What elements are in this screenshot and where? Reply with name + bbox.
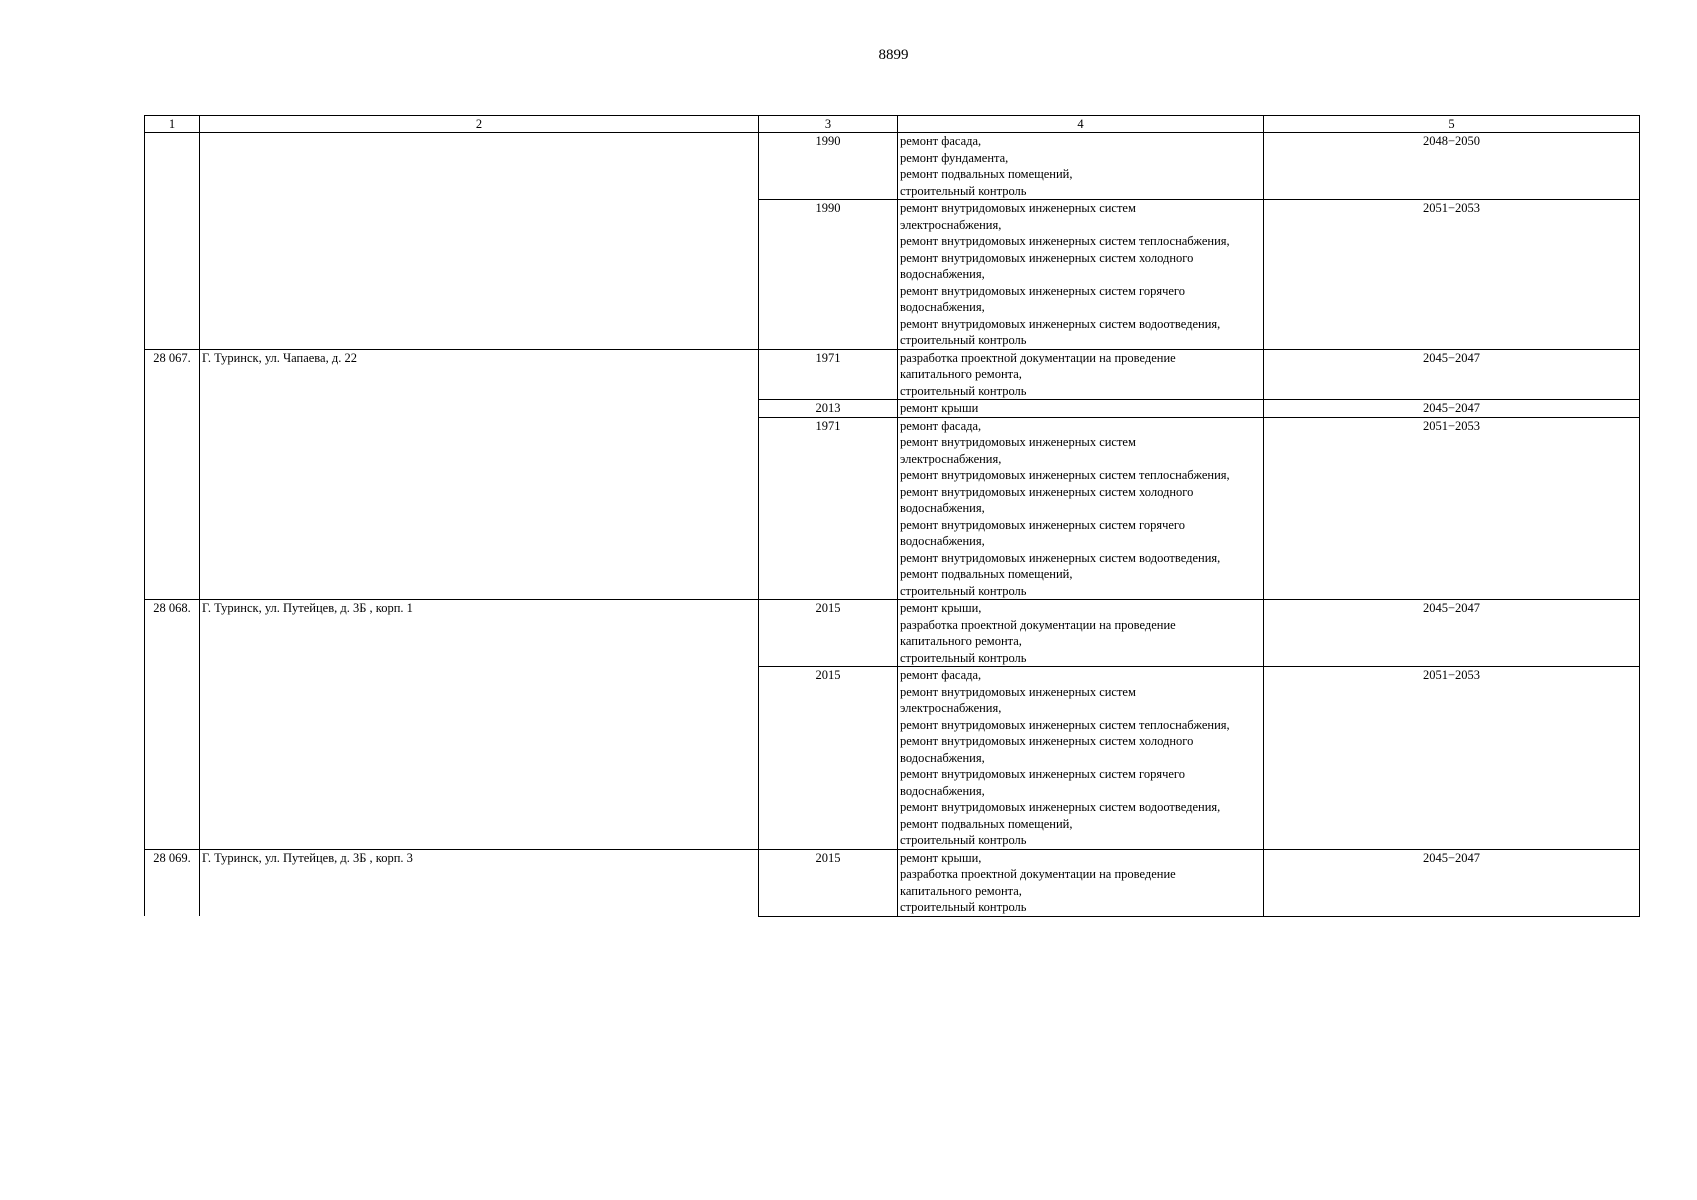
work-item: ремонт фундамента, [900,150,1009,165]
work-item: ремонт внутридомовых инженерных систем горячего [900,517,1185,532]
works-cell [898,849,1264,916]
work-item: строительный контроль [900,650,1027,665]
period-cell: 2051−2053 [1264,417,1640,600]
work-item: ремонт внутридомовых инженерных систем теплоснабжения, [900,717,1230,732]
table-row [145,849,1640,916]
work-item: строительный контроль [900,583,1027,598]
period-cell: 2045−2047 [1264,400,1640,418]
work-item: капитального ремонта, [900,367,1022,381]
year-cell: 1971 [759,417,898,600]
work-item: ремонт фасада, [900,134,982,148]
work-item: ремонт подвальных помещений, [900,167,1073,181]
header-col-3: 3 [759,116,898,133]
work-item: водоснабжения, [900,534,985,548]
work-item: ремонт внутридомовых инженерных систем горячего [900,767,1185,781]
row-number-cell: 28 068. [145,600,200,850]
row-number-cell: 28 067. [145,349,200,600]
work-item: ремонт крыши, [900,601,982,615]
header-col-5: 5 [1264,116,1640,133]
year-cell: 2015 [759,600,898,667]
work-item: разработка проектной документации на проведение [900,867,1176,881]
period-cell: 2051−2053 [1264,667,1640,850]
work-item: ремонт фасада, [900,418,982,433]
work-item: электроснабжения, [900,451,1002,466]
work-item: водоснабжения, [900,750,985,765]
work-item: капитального ремонта, [900,634,1022,648]
work-item: ремонт внутридомовых инженерных систем [900,201,1136,215]
address-cell: Г. Туринск, ул. Чапаева, д. 22 [200,349,759,600]
header-col-4: 4 [898,116,1264,133]
address-cell: Г. Туринск, ул. Путейцев, д. 3Б , корп. 1 [200,600,759,850]
period-cell: 2051−2053 [1264,200,1640,350]
works-cell [898,600,1264,667]
work-item: ремонт внутридомовых инженерных систем водоотведения, [900,316,1221,331]
work-item: ремонт внутридомовых инженерных систем [900,435,1136,449]
work-item: водоснабжения, [900,501,985,515]
work-item: ремонт внутридомовых инженерных систем теплоснабжения, [900,468,1230,482]
work-item: капитального ремонта, [900,883,1022,898]
works-cell [898,349,1264,400]
work-item: ремонт внутридомовых инженерных систем холодного [900,484,1194,499]
work-item: ремонт подвальных помещений, [900,567,1073,581]
work-item: водоснабжения, [900,783,985,798]
table-body [145,133,1640,917]
work-item: разработка проектной документации на проведение [900,350,1176,365]
work-item: водоснабжения, [900,300,985,314]
work-item: водоснабжения, [900,267,985,281]
header-col-1: 1 [145,116,200,133]
work-item: ремонт внутридомовых инженерных систем водоотведения, [900,550,1221,565]
work-item: ремонт внутридомовых инженерных систем теплоснабжения, [900,234,1230,248]
work-item: строительный контроль [900,333,1027,347]
work-item: электроснабжения, [900,701,1002,715]
work-item: ремонт фасада, [900,668,982,682]
work-item: строительный контроль [900,383,1027,398]
table-row [145,133,1640,200]
year-cell: 1990 [759,200,898,350]
work-item: ремонт внутридомовых инженерных систем горячего [900,283,1185,298]
address-cell: Г. Туринск, ул. Путейцев, д. 3Б , корп. 3 [200,849,759,916]
work-item: ремонт внутридомовых инженерных систем водоотведения, [900,800,1221,814]
works-cell [898,400,1264,418]
work-item: ремонт внутридомовых инженерных систем холодного [900,250,1194,265]
address-cell [200,133,759,350]
period-cell: 2048−2050 [1264,133,1640,200]
year-cell: 1990 [759,133,898,200]
table-row [145,600,1640,667]
work-item: ремонт подвальных помещений, [900,816,1073,831]
period-cell: 2045−2047 [1264,849,1640,916]
work-item: ремонт внутридомовых инженерных систем холодного [900,734,1194,748]
row-number-cell [145,133,200,350]
work-item: строительный контроль [900,833,1027,847]
work-item: строительный контроль [900,900,1027,914]
table-row [145,349,1640,400]
year-cell: 2015 [759,849,898,916]
works-cell [898,133,1264,200]
works-cell [898,667,1264,850]
work-item: ремонт крыши, [900,850,982,865]
work-item: разработка проектной документации на проведение [900,617,1176,632]
period-cell: 2045−2047 [1264,600,1640,667]
table-header-row [145,116,1640,133]
row-number-cell: 28 069. [145,849,200,916]
page-number: 8899 [878,47,909,63]
work-item: электроснабжения, [900,217,1002,232]
header-col-2: 2 [200,116,759,133]
works-cell [898,200,1264,350]
works-cell [898,417,1264,600]
year-cell: 1971 [759,349,898,400]
year-cell: 2015 [759,667,898,850]
work-item: ремонт внутридомовых инженерных систем [900,684,1136,699]
repair-schedule-table [144,115,1640,917]
work-item: строительный контроль [900,183,1027,198]
period-cell: 2045−2047 [1264,349,1640,400]
year-cell: 2013 [759,400,898,418]
work-item: ремонт крыши [900,401,979,415]
